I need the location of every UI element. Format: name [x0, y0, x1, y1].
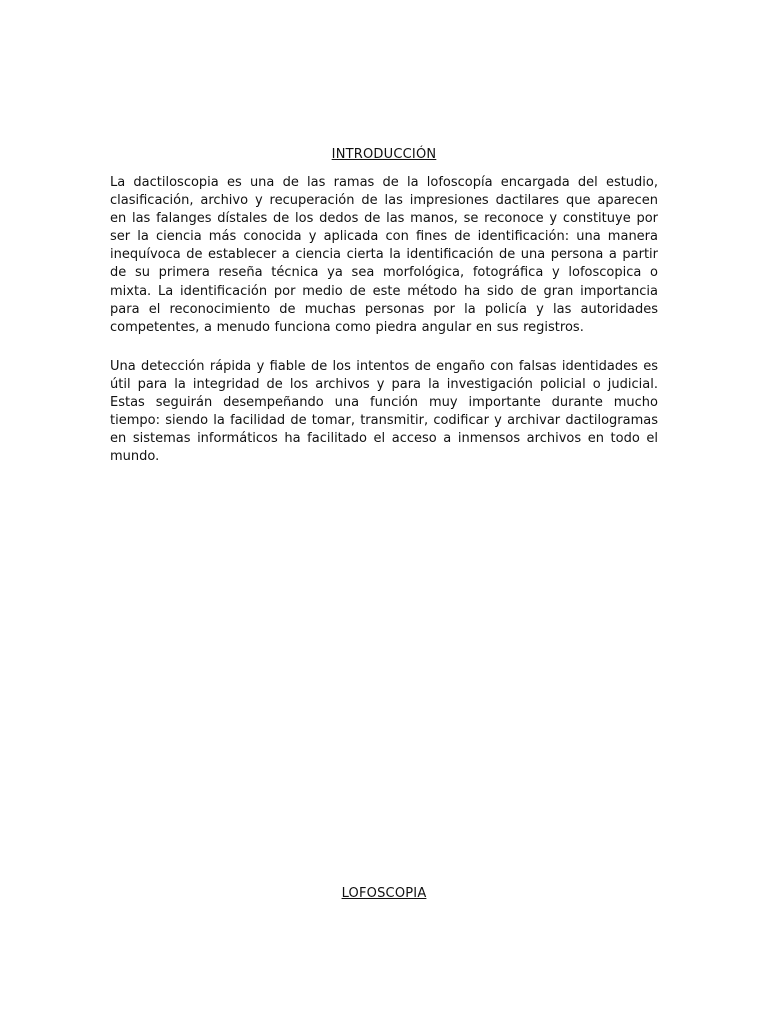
paragraph-dactiloscopia: La dactiloscopia es una de las ramas de la lofoscopía encargada del estudio, clasificación, archivo y recuperación de las impresiones dactilares que aparecen en las falanges dístales de los dedos de las manos, se reconoce y constituye por ser la ciencia más conocida y aplicada con fines de identificación: una manera inequívoca de establecer a ciencia cierta la identificación de una persona a partir de su primera reseña técnica ya sea morfológica, fotográfica y lofoscopica o mixta. La identificación por medio de este método ha sido de gran importancia para el reconocimiento de muchas personas por la policía y las autoridades competentes, a menudo funciona como piedra angular en sus registros.: [110, 175, 658, 335]
heading-introduccion: INTRODUCCIÓN: [331, 147, 437, 162]
heading-lofoscopia: LOFOSCOPIA: [341, 886, 427, 901]
paragraph-deteccion: Una detección rápida y fiable de los intentos de engaño con falsas identidades es útil para la integridad de los archivos y para la investigación policial o judicial. Estas seguirán desempeñando una función muy importante durante mucho tiempo: siendo la facilidad de tomar, transmitir, codificar y archivar dactilogramas en sistemas informáticos ha facilitado el acceso a inmensos archivos en todo el mundo.: [110, 359, 658, 465]
